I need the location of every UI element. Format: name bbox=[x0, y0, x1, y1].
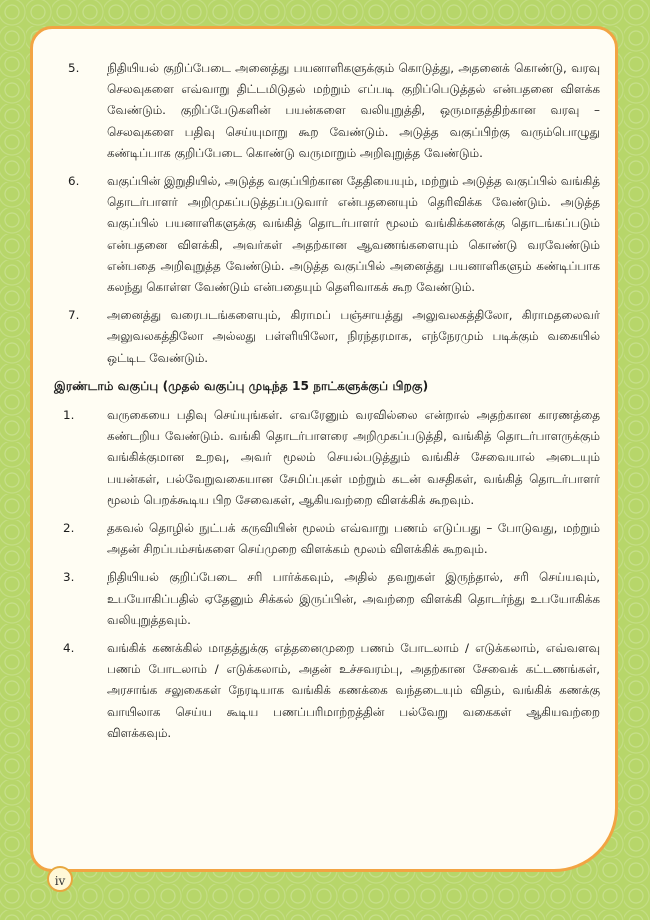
section2-list bbox=[60, 405, 600, 744]
item-number: 5. bbox=[68, 61, 80, 75]
item-text: வங்கிக் கணக்கில் மாதத்துக்கு எத்தனைமுறை பணம் போடலாம் / எடுக்கலாம், எவ்வளவு பணம் போடலாம் / எடுக்கலாம், அதன் உச்சவரம்பு, அதற்கான சேவைக் கட்டணங்கள், அரசாங்க சலுகைகள் நேரடியாக வங்கிக் கணக்கை வந்தடையும் விதம், வங்கிக் கணக்கு வாயிலாக செய்ய கூடிய பணப்பரிமாற்றத்தின் பல்வேறு வகைகள் ஆகியவற்றை விளக்கவும். bbox=[107, 641, 600, 740]
item-text: நிதியியல் குறிப்பேடை சரி பார்க்கவும், அதில் தவறுகள் இருந்தால், சரி செய்யவும், உபயோகிப்பதில் ஏதேனும் சிக்கல் இருப்பின், அவற்றை விளக்கி தொடர்ந்து உபயோகிக்க வலியுறுத்தவும். bbox=[107, 570, 600, 627]
item-number: 2. bbox=[63, 521, 75, 536]
list-item bbox=[60, 638, 600, 744]
item-number: 6. bbox=[68, 174, 80, 189]
list-item bbox=[60, 405, 600, 511]
list-item bbox=[60, 171, 600, 298]
item-text: தகவல் தொழில் நுட்பக் கருவியின் மூலம் எவ்வாறு பணம் எடுப்பது – போடுவது, மற்றும் அதன் சிறப்பம்சங்களை செய்முறை விளக்கம் மூலம் விளக்கிக் கூறவும். bbox=[107, 521, 600, 557]
list-item bbox=[60, 518, 600, 560]
list-item bbox=[60, 567, 600, 631]
section1-list bbox=[60, 58, 600, 369]
item-number: 3. bbox=[63, 570, 75, 585]
list-item bbox=[60, 58, 600, 164]
page-number: iv bbox=[47, 866, 73, 892]
item-number: 4. bbox=[63, 641, 75, 656]
list-item bbox=[60, 305, 600, 369]
item-text: வருகையை பதிவு செய்யுங்கள். எவரேனும் வரவில்லை என்றால் அதற்கான காரணத்தை கண்டறிய வேண்டும். வங்கி தொடர்பாளரை அறிமுகப்படுத்தி, வங்கித் தொடர்பாளருக்கும் வங்கிக்குமான உறவு, அவர் மூலம் செயல்படுத்தும் வங்கிச் சேவையால் அடையும் பயன்கள், பல்வேறுவகையான சேமிப்புகள் மற்றும் கடன் வசதிகள், வங்கித் தொடர்பாளர் மூலம் பெறக்கூடிய பிற சேவைகள், ஆகியவற்றை விளக்கிக் கூறவும். bbox=[107, 408, 600, 507]
page-content bbox=[54, 58, 600, 751]
item-number: 7. bbox=[68, 308, 80, 323]
section2-heading: இரண்டாம் வகுப்பு (முதல் வகுப்பு முடிந்த 15 நாட்களுக்குப் பிறகு) bbox=[54, 378, 429, 393]
item-text: வகுப்பின் இறுதியில், அடுத்த வகுப்பிற்கான தேதியையும், மற்றும் அடுத்த வகுப்பில் வங்கித் தொடர்பாளர் அறிமுகப்படுத்தப்படுவார் என்பதனையும் தெரிவிக்க வேண்டும். அடுத்த வகுப்பில் பயனாளிகளுக்கு வங்கித் தொடர்பாளர் மூலம் வங்கிக்கணக்கு தொடங்கப்படும் என்பதனை விளக்கி, அவர்கள் அதற்கான ஆவணங்களையும் கொண்டு வரவேண்டும் என்பதை அறிவுறுத்த வேண்டும். அடுத்த வகுப்பில் அனைத்து பயனாளிகளும் கண்டிப்பாக கலந்து கொள்ள வேண்டும் என்பதையும் தெளிவாகக் கூற வேண்டும். bbox=[107, 174, 600, 295]
item-text: அனைத்து வரைபடங்களையும், கிராமப் பஞ்சாயத்து அலுவலகத்திலோ, கிராமதலைவர் அலுவலகத்திலோ அல்லது பள்ளியிலோ, நிரந்தரமாக, எந்நேரமும் படிக்கும் வகையில் ஒட்டிட வேண்டும். bbox=[107, 308, 600, 365]
item-text: நிதியியல் குறிப்பேடை அனைத்து பயனாளிகளுக்கும் கொடுத்து, அதனைக் கொண்டு, வரவு செலவுகளை எவ்வாறு திட்டமிடுதல் மற்றும் எப்படி குறிப்பெடுத்தல் என்பதனை விளக்க வேண்டும். குறிப்பேடுகளின் பயன்களை வலியுறுத்தி, ஒருமாதத்திற்கான வரவு – செலவுகளை பதிவு செய்யுமாறு கூற வேண்டும். அடுத்த வகுப்பிற்கு வரும்பொழுது கண்டிப்பாக குறிப்பேடை கொண்டு வருமாறும் அறிவுறுத்த வேண்டும். bbox=[107, 61, 600, 160]
item-number: 1. bbox=[63, 408, 75, 423]
